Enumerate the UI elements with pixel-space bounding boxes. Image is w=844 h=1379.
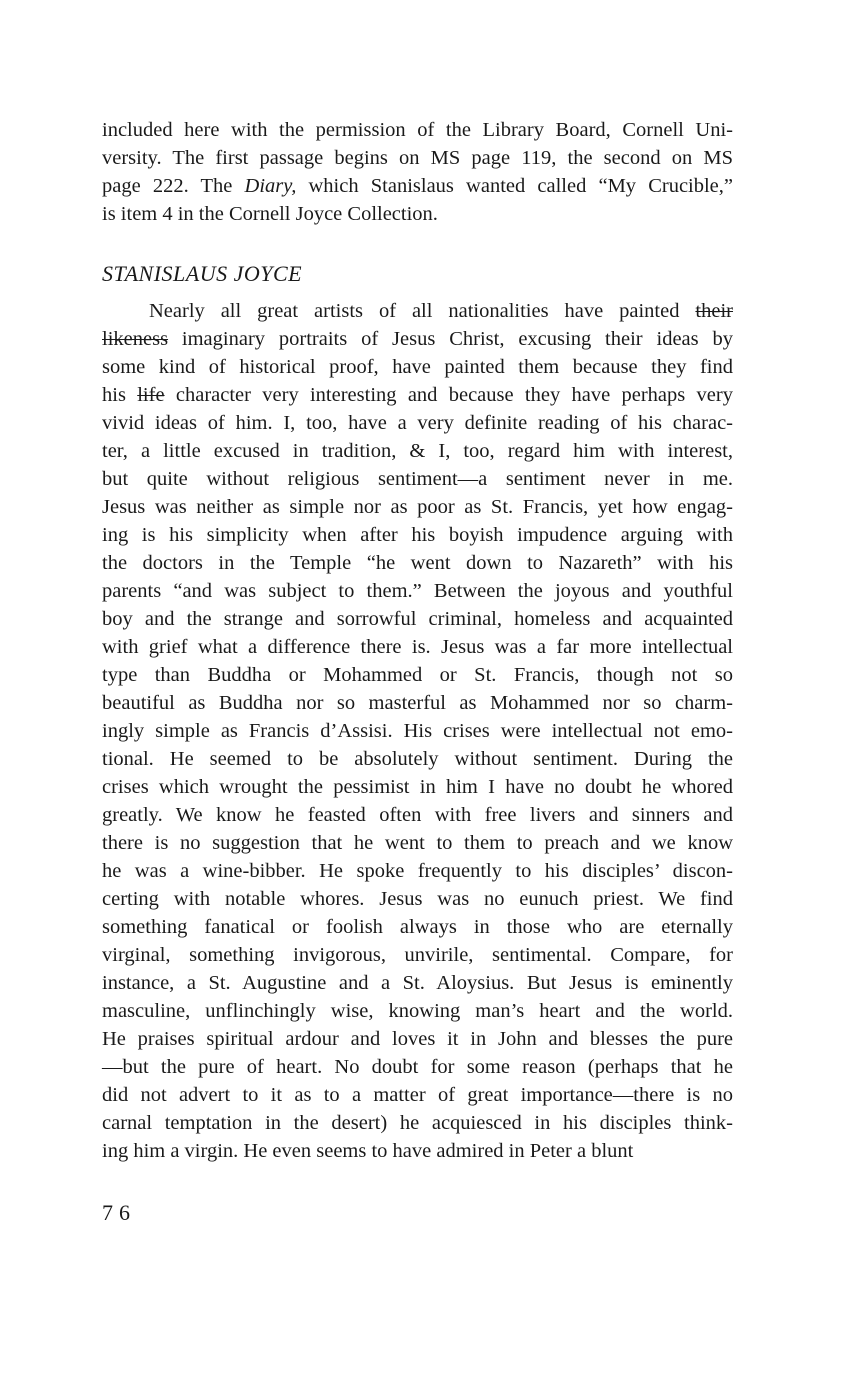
text-segment: page 222. The (102, 175, 245, 197)
text-line (102, 325, 733, 353)
text-line: ing him a virgin. He even seems to have admired in Peter a blunt (102, 1140, 634, 1162)
text-line: —but the pure of heart. No doubt for some reason (perhaps that he (102, 1056, 733, 1078)
text-line: instance, a St. Augustine and a St. Aloysius. But Jesus is eminently (102, 972, 733, 994)
text-line: ter, a little excused in tradition, & I, too, regard him with interest, (102, 440, 733, 462)
text-line: ingly simple as Francis d’Assisi. His crises were intellectual not emo- (102, 720, 733, 742)
text-line: greatly. We know he feasted often with free livers and sinners and (102, 804, 733, 826)
text-segment: which Stanislaus wanted called “My Crucible,” (296, 175, 734, 197)
text-line: some kind of historical proof, have painted them because they find (102, 356, 733, 378)
text-line: tional. He seemed to be absolutely without sentiment. During the (102, 748, 733, 770)
page-content (102, 116, 733, 1165)
text-segment: imaginary portraits of Jesus Christ, excusing their ideas by (168, 328, 733, 350)
text-line: he was a wine-bibber. He spoke frequently to his disciples’ discon- (102, 860, 733, 882)
text-line: masculine, unflinchingly wise, knowing man’s heart and the world. (102, 1000, 733, 1022)
text-line: ing is his simplicity when after his boyish impudence arguing with (102, 524, 733, 546)
italic-title: Diary, (244, 175, 297, 197)
text-line: parents “and was subject to them.” Between the joyous and youthful (102, 580, 733, 602)
text-line: but quite without religious sentiment—a sentiment never in me. (102, 468, 733, 490)
text-line: Jesus was neither as simple nor as poor as St. Francis, yet how engag- (102, 496, 733, 518)
text-line: boy and the strange and sorrowful criminal, homeless and acquainted (102, 608, 733, 630)
body-paragraph (102, 297, 733, 1165)
struck-out-word: life (137, 384, 165, 406)
text-line: certing with notable whores. Jesus was no eunuch priest. We find (102, 888, 733, 910)
text-line: type than Buddha or Mohammed or St. Francis, though not so (102, 664, 733, 686)
text-line (102, 172, 733, 200)
text-line: something fanatical or foolish always in those who are eternally (102, 916, 733, 938)
text-line: He praises spiritual ardour and loves it in John and blesses the pure (102, 1028, 733, 1050)
text-line: crises which wrought the pessimist in him I have no doubt he whored (102, 776, 733, 798)
intro-paragraph (102, 116, 733, 228)
struck-out-word: their (695, 300, 733, 322)
text-segment: character very interesting and because they have perhaps very (164, 384, 733, 406)
text-line: beautiful as Buddha nor so masterful as Mohammed nor so charm- (102, 692, 733, 714)
text-line: versity. The first passage begins on MS page 119, the second on MS (102, 147, 733, 169)
text-line: there is no suggestion that he went to them to preach and we know (102, 832, 733, 854)
text-line: carnal temptation in the desert) he acquiesced in his disciples think- (102, 1112, 733, 1134)
text-line (102, 381, 733, 409)
text-line: is item 4 in the Cornell Joyce Collection. (102, 203, 438, 225)
text-line: did not advert to it as to a matter of great importance—there is no (102, 1084, 733, 1106)
text-line: virginal, something invigorous, unvirile, sentimental. Compare, for (102, 944, 733, 966)
text-segment: his (102, 384, 138, 406)
text-line: vivid ideas of him. I, too, have a very definite reading of his charac- (102, 412, 733, 434)
struck-out-word: likeness (102, 328, 169, 350)
section-heading: STANISLAUS JOYCE (102, 261, 303, 286)
text-line: the doctors in the Temple “he went down to Nazareth” with his (102, 552, 733, 574)
page-number: 76 (102, 1200, 136, 1225)
text-line: included here with the permission of the Library Board, Cornell Uni- (102, 119, 733, 141)
text-line (102, 297, 733, 325)
text-segment: Nearly all great artists of all nationalities have painted (149, 300, 696, 322)
text-line: with grief what a difference there is. Jesus was a far more intellectual (102, 636, 733, 658)
